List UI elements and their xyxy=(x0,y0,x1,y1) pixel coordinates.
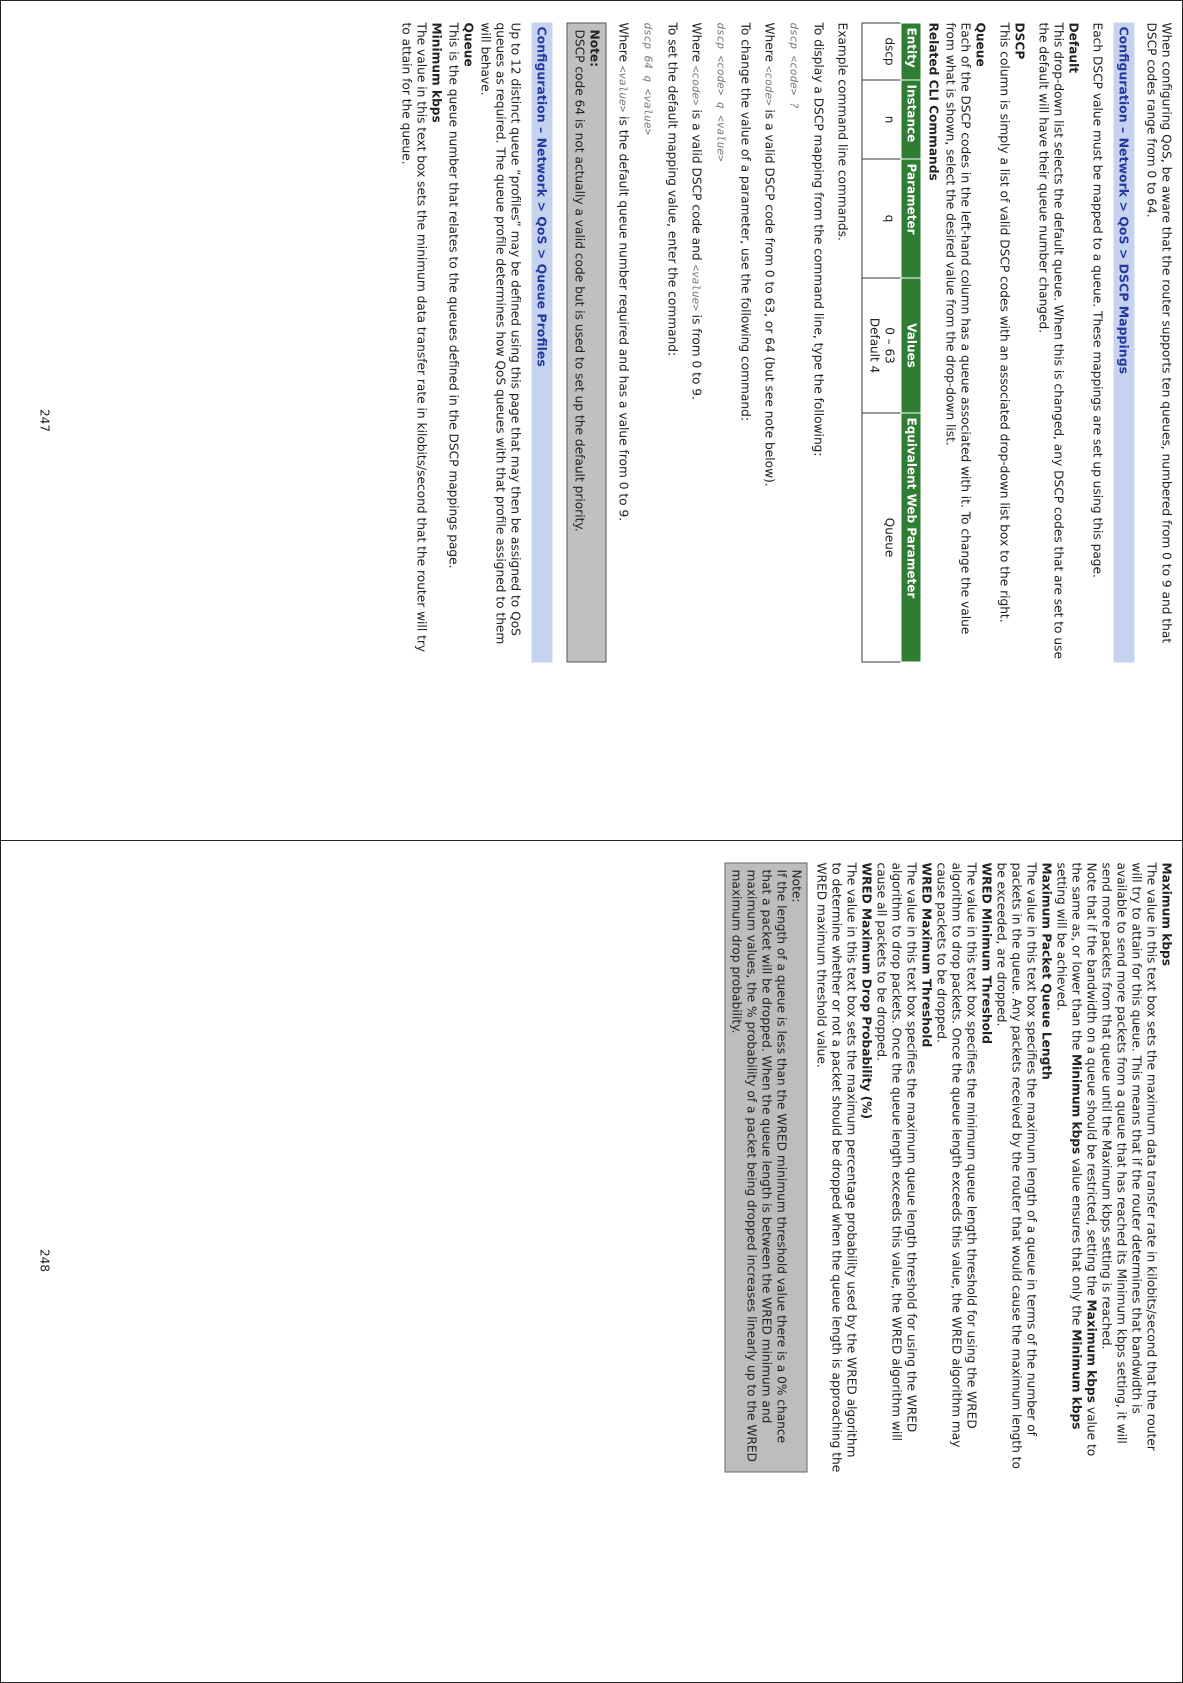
page-number-2: 248 xyxy=(37,1248,51,1272)
note-label-2: Note: xyxy=(789,869,803,902)
wred-max-threshold-text: The value in this text box specifies the maximum queue length threshold for using the WRED algorithm to drop packets. Once the queue length exceeds this value, the WRED algorithm will cause all packets to be dropped. xyxy=(874,862,918,1441)
header-instance: Instance xyxy=(901,80,921,159)
cli-table xyxy=(861,22,921,662)
values-range: 0 – 63 xyxy=(882,326,896,364)
cell-parameter: q xyxy=(862,159,901,278)
default-title: Default xyxy=(1066,22,1080,73)
where3-suffix: is the default queue number required and has a value from 0 to 9. xyxy=(616,111,630,521)
default-text: This drop-down list selects the default queue. When this is changed, any DSCP codes that are set to use the default will have their queue number changed. xyxy=(1036,22,1065,659)
set-default-text: To set the default mapping value, enter the command: xyxy=(665,22,679,356)
header-values: Values xyxy=(901,278,921,413)
cell-instance: n xyxy=(862,80,901,159)
wred-max-threshold-title: WRED Maximum Threshold xyxy=(919,862,933,1047)
where-prefix: Where xyxy=(762,22,776,66)
page-247 xyxy=(0,0,1183,840)
header-web-parameter: Equivalent Web Parameter xyxy=(901,413,921,662)
page-248 xyxy=(0,840,1183,1680)
wred-min-threshold-text: The value in this text box specifies the minimum queue length threshold for using the WRED algorithm to drop packets. Once the queue length exceeds this value, the WRED algorithm may cause packets to be dropped. xyxy=(934,862,978,1447)
note-box-2 xyxy=(724,862,807,1472)
wred-drop-probability-title: WRED Maximum Drop Probability (%) xyxy=(859,862,873,1119)
minimum-kbps-title: Minimum kbps xyxy=(429,22,443,123)
where2-suffix: is from 0 to 9. xyxy=(689,310,703,400)
where-value-line xyxy=(615,22,630,662)
max-note-minimum-kbps: Minimum kbps xyxy=(1069,1053,1083,1154)
values-default: Default 4 xyxy=(867,317,881,373)
note-text: DSCP code 64 is not actually a valid code but is used to set up the default priority. xyxy=(572,29,586,532)
minimum-kbps-text: The value in this text box sets the minimum data transfer rate in kilobits/second that the router will try to attain for the queue. xyxy=(399,22,428,652)
where-code-line xyxy=(761,22,776,662)
value-token-2: <value> xyxy=(616,65,629,112)
maximum-kbps-text: The value in this text box sets the maximum data transfer rate in kilobits/second that the router will try to attain for this queue. This means that if the router determines that bandwidth is available to send more packets from a queue that has reached its Minimum kbps setting, it will send more packets from that queue until the Maximum kbps setting is reached. xyxy=(1099,862,1158,1451)
header-parameter: Parameter xyxy=(901,159,921,278)
profile-queue-text: This is the queue number that relates to the queues defined in the DSCP mappings page. xyxy=(446,22,460,569)
where3-prefix: Where xyxy=(616,22,630,66)
header-entity: Entity xyxy=(901,23,921,80)
where2-mid: is a valid DSCP code and xyxy=(689,105,703,264)
page-247-content xyxy=(389,22,1173,662)
wred-drop-probability-text: The value in this text box sets the maximum percentage probability used by the WRED algorithm to determine whether or not a packet should be dropped when the queue length is approaching the WRED maximum threshold value. xyxy=(814,862,858,1472)
queue-profiles-heading: Configuration – Network > QoS > Queue Profiles xyxy=(531,22,552,662)
cell-entity: dscp xyxy=(862,23,901,80)
max-packet-queue-length-title: Maximum Packet Queue Length xyxy=(1039,862,1053,1080)
example-text: Example command line commands. xyxy=(835,22,849,241)
max-packet-queue-length-text: The value in this text box specifies the maximum length of a queue in terms of the number of packets in the queue. Any packets received by the router that would cause the maximum length to be exceeded, are dropped. xyxy=(994,862,1038,1469)
page-248-content xyxy=(724,862,1173,1472)
note-label: Note: xyxy=(587,29,601,67)
dscp-title: DSCP xyxy=(1012,22,1026,59)
page-number: 247 xyxy=(37,408,51,432)
intro-paragraph: When configuring QoS, be aware that the router supports ten queues, numbered from 0 to 9 and that DSCP codes range from 0 to 64. xyxy=(1144,22,1173,643)
table-row xyxy=(862,23,901,662)
cli-table-header xyxy=(901,23,921,662)
dscp-intro: Each DSCP value must be mapped to a queue. These mappings are set up using this page. xyxy=(1090,22,1104,578)
change-text: To change the value of a parameter, use the following command: xyxy=(738,22,752,421)
code-token-2: <code> xyxy=(689,65,702,106)
max-note-part-a: Note that if the bandwidth on a queue should be restricted, setting the xyxy=(1084,862,1098,1299)
display-command: dscp <code> ? xyxy=(787,22,800,109)
cell-values xyxy=(862,278,901,413)
display-text: To display a DSCP mapping from the command line, type the following: xyxy=(811,22,825,457)
cell-web-parameter: Queue xyxy=(862,413,901,662)
queue-text: Each of the DSCP codes in the left-hand column has a queue associated with it. To change the value from what is shown, select the desired value from the drop-down list. xyxy=(943,22,972,634)
set-default-command: dscp 64 q <value> xyxy=(641,22,654,135)
code-token: <code> xyxy=(762,65,775,106)
change-command: dscp <code> q <value> xyxy=(714,22,727,162)
dscp-mappings-heading: Configuration – Network > QoS > DSCP Mappings xyxy=(1113,22,1134,662)
max-note-maximum-kbps: Maximum kbps xyxy=(1084,1298,1098,1403)
max-note-part-c: value to the same as, or lower than the xyxy=(1069,862,1098,1456)
profiles-text: Up to 12 distinct queue “profiles” may be defined using this page that may then be assigned to QoS queues as required. The queue profile determines how QoS queues with that profile assigned to them will behave. xyxy=(478,22,522,644)
dscp-text: This column is simply a list of valid DSCP codes with an associated drop-down list box to the right. xyxy=(997,22,1011,623)
where2-prefix: Where xyxy=(689,22,703,66)
wred-min-threshold-title: WRED Minimum Threshold xyxy=(979,862,993,1044)
max-note-minimum-kbps-2: Minimum kbps xyxy=(1069,1328,1083,1430)
value-token: <value> xyxy=(689,263,702,311)
where-code-value-line xyxy=(688,22,703,662)
cli-title: Related CLI Commands xyxy=(926,22,940,181)
note-text-2: If the length of a queue is less than the WRED minimum threshold value there is a 0% chance that a packet will be dropped. When the queue length is between the WRED minimum and maximum values, the % probability of a packet being dropped increases linearly up to the WRED maximum drop probability. xyxy=(729,869,788,1462)
maximum-kbps-note xyxy=(1053,862,1098,1472)
note-box xyxy=(566,22,606,662)
profile-queue-title: Queue xyxy=(461,22,475,67)
maximum-kbps-title: Maximum kbps xyxy=(1159,862,1173,966)
max-note-part-g: setting will be achieved. xyxy=(1054,862,1068,1011)
queue-title: Queue xyxy=(973,22,987,67)
where-suffix: is a valid DSCP code from 0 to 63, or 64 (but see note below). xyxy=(762,105,776,487)
max-note-part-e: value ensures that only the xyxy=(1069,1153,1083,1329)
